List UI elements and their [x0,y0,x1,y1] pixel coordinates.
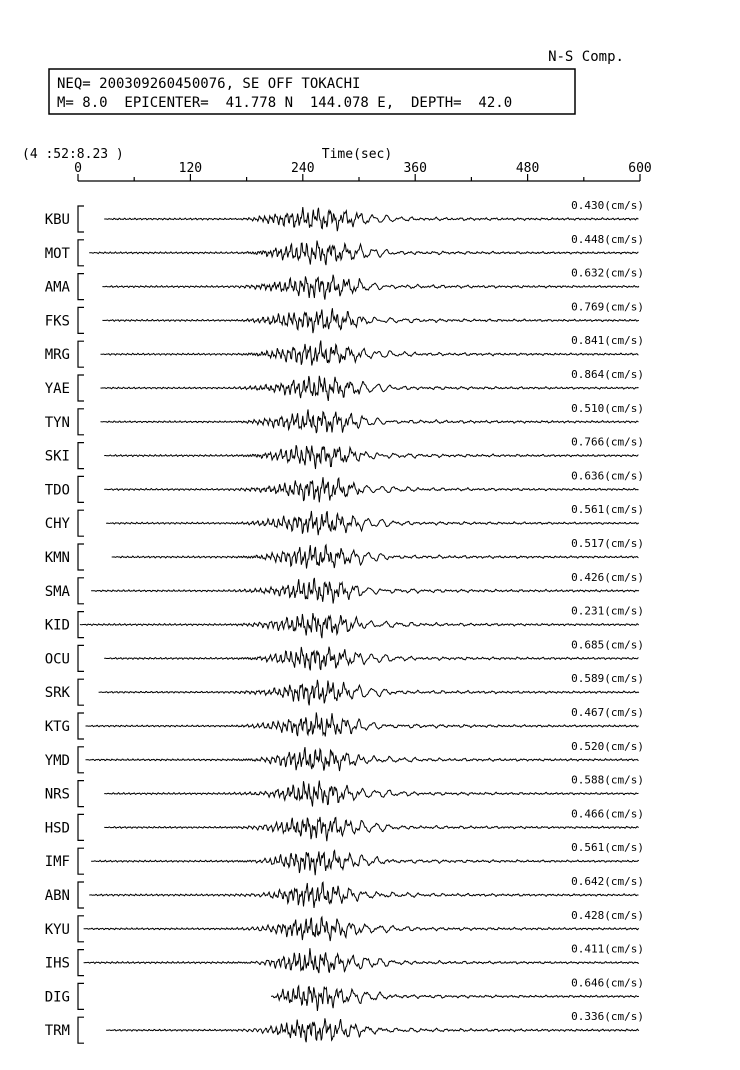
peak-velocity-label: 0.561(cm/s) [571,503,644,517]
peak-velocity-label: 0.231(cm/s) [571,604,644,618]
station-ocu [45,638,644,671]
station-label: KID [44,617,70,634]
start-time-label: (4 :52:8.23 ) [22,147,124,162]
station-ymd [45,740,644,773]
waveform-trace [106,511,639,535]
amplitude-bracket [78,1017,84,1043]
station-traces [45,199,644,1043]
peak-velocity-label: 0.769(cm/s) [571,300,644,314]
amplitude-bracket [78,578,84,604]
waveform-trace [271,986,639,1011]
station-tdo [45,469,644,502]
peak-velocity-label: 0.646(cm/s) [571,976,644,990]
peak-velocity-label: 0.428(cm/s) [571,908,644,922]
peak-velocity-label: 0.864(cm/s) [571,368,644,381]
amplitude-bracket [78,274,84,300]
station-sma [45,571,644,604]
x-axis-title: Time(sec) [321,147,393,162]
waveform-trace [101,409,639,433]
station-kmn [45,537,644,570]
waveform-trace [102,275,639,300]
amplitude-bracket [78,307,84,333]
station-imf [45,841,644,875]
x-tick-label: 360 [403,161,427,176]
station-label: FKS [44,313,70,330]
station-label: YMD [44,752,70,769]
station-srk [45,672,644,705]
station-label: NRS [44,786,70,803]
waveform-trace [104,477,638,502]
station-yae [45,368,644,401]
amplitude-bracket [78,679,84,705]
waveform-trace [112,545,639,569]
amplitude-bracket [78,916,84,942]
station-kid [45,605,644,639]
station-kbu [45,199,644,232]
amplitude-bracket [78,510,84,536]
event-info-line-2: M= 8.0 EPICENTER= 41.778 N 144.078 E, DEPTH= 42.0 [57,95,513,111]
x-tick-label: 600 [628,161,652,176]
peak-velocity-label: 0.430(cm/s) [571,199,644,212]
station-label: KYU [44,921,70,938]
waveform-trace [99,680,639,706]
station-ktg [45,706,644,739]
waveform-trace [86,747,639,771]
waveform-trace [89,882,638,908]
station-label: SMA [44,583,70,600]
time-axis [74,161,652,181]
station-label: HSD [44,820,70,837]
station-ama [45,267,644,300]
station-label: YAE [44,381,70,397]
station-ski [45,436,644,469]
event-info-box [49,69,575,114]
waveform-trace [91,578,639,604]
waveform-trace [80,613,639,638]
event-info-line-1: NEQ= 200309260450076, SE OFF TOKACHI [57,76,361,92]
waveform-trace [89,241,638,266]
station-chy [45,503,644,536]
waveform-trace [104,647,638,671]
amplitude-bracket [78,747,84,773]
peak-velocity-label: 0.466(cm/s) [571,807,644,821]
station-label: OCU [44,651,70,668]
amplitude-bracket [78,983,84,1009]
waveform-trace [104,207,638,231]
station-trm [45,1010,644,1043]
station-nrs [45,774,644,807]
station-label: AMA [44,279,70,296]
amplitude-bracket [78,848,84,874]
component-label: N-S Comp. [548,49,624,65]
station-label: IMF [44,854,70,871]
amplitude-bracket [78,781,84,807]
amplitude-bracket [78,443,84,469]
waveform-trace [102,308,639,333]
peak-velocity-label: 0.426(cm/s) [571,570,644,584]
peak-velocity-label: 0.841(cm/s) [571,334,644,348]
station-label: KTG [44,719,70,735]
amplitude-bracket [78,950,84,976]
peak-velocity-label: 0.561(cm/s) [571,841,644,855]
peak-velocity-label: 0.588(cm/s) [571,773,644,787]
waveform-trace [101,341,639,366]
waveform-trace [84,948,639,973]
station-hsd [45,807,644,841]
amplitude-bracket [78,814,84,840]
amplitude-bracket [78,645,84,671]
station-abn [45,875,644,908]
amplitude-bracket [78,409,84,435]
peak-velocity-label: 0.336(cm/s) [571,1010,644,1024]
peak-velocity-label: 0.632(cm/s) [571,266,644,280]
waveform-trace [104,781,638,807]
peak-velocity-label: 0.642(cm/s) [571,875,644,888]
waveform-trace [84,917,639,941]
x-tick-label: 480 [515,161,540,176]
peak-velocity-label: 0.411(cm/s) [571,942,644,956]
amplitude-bracket [78,882,84,908]
peak-velocity-label: 0.636(cm/s) [571,469,644,483]
station-label: SKI [44,448,70,465]
station-tyn [45,402,644,435]
peak-velocity-label: 0.766(cm/s) [571,435,644,449]
x-tick-label: 240 [291,161,315,176]
waveform-trace [91,851,639,876]
peak-velocity-label: 0.448(cm/s) [571,232,644,246]
station-label: SRK [44,685,70,702]
station-label: TDO [44,482,70,499]
peak-velocity-label: 0.685(cm/s) [571,638,644,652]
station-mot [45,233,644,266]
waveform-trace [104,817,638,841]
station-mrg [45,334,644,367]
amplitude-bracket [78,375,84,401]
station-kyu [45,909,644,942]
station-ihs [45,943,644,976]
amplitude-bracket [78,476,84,502]
station-label: ABN [44,888,70,904]
waveform-trace [86,712,639,736]
station-label: MRG [44,347,70,364]
peak-velocity-label: 0.467(cm/s) [571,706,644,719]
amplitude-bracket [78,544,84,570]
station-fks [45,300,644,333]
amplitude-bracket [78,713,84,739]
waveform-trace [101,376,639,401]
station-label: TYN [44,414,70,431]
station-label: DIG [44,989,70,1006]
x-tick-label: 120 [178,161,203,176]
peak-velocity-label: 0.517(cm/s) [571,537,644,550]
waveform-trace [104,445,638,469]
station-label: TRM [44,1023,70,1040]
peak-velocity-label: 0.520(cm/s) [571,739,644,753]
x-tick-label: 0 [74,161,82,176]
station-label: KMN [44,550,70,566]
amplitude-bracket [78,240,84,266]
station-label: KBU [44,212,70,228]
station-label: MOT [44,245,70,262]
station-label: IHS [44,955,70,972]
amplitude-bracket [78,206,84,232]
peak-velocity-label: 0.510(cm/s) [571,401,644,415]
peak-velocity-label: 0.589(cm/s) [571,672,644,686]
station-label: CHY [44,516,70,533]
waveform-trace [106,1018,639,1042]
station-dig [45,976,644,1011]
amplitude-bracket [78,341,84,367]
